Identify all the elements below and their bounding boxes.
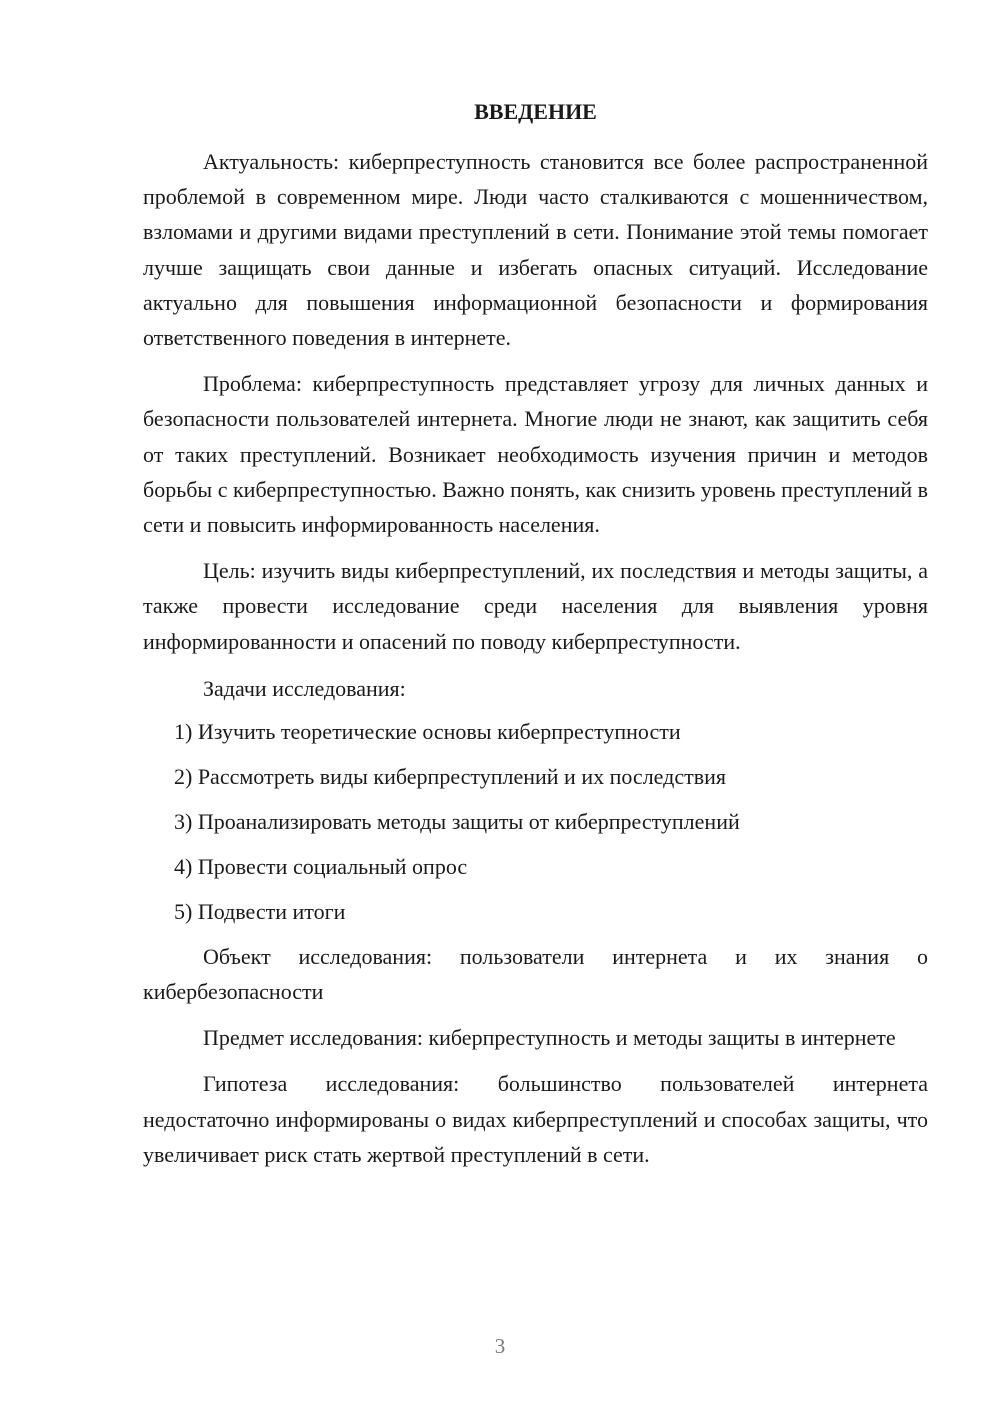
task-item: 1) Изучить теоретические основы киберпреступности: [174, 718, 681, 744]
hypothesis-paragraph: Гипотеза исследования: большинство пользователей интернета недостаточно информированы о видах киберпреступлений и способах защиты, что увеличивает риск стать жертвой преступлений в сети.: [143, 1071, 928, 1167]
goal-paragraph: Цель: изучить виды киберпреступлений, их последствия и методы защиты, а также провести исследование среди населения для выявления уровня информированности и опасений по поводу киберпреступности.: [143, 558, 928, 654]
task-item: 3) Проанализировать методы защиты от киберпреступлений: [174, 808, 740, 834]
task-item: 4) Провести социальный опрос: [174, 853, 468, 879]
relevance-paragraph: Актуальность: киберпреступность становится все более распространенной проблемой в современном мире. Люди часто сталкиваются с мошенничеством, взломами и другими видами преступлений в сети. Понимание этой темы помогает лучше защищать свои данные и избегать опасных ситуаций. Исследование актуально для повышения информационной безопасности и формирования ответственного поведения в интернете.: [143, 149, 928, 351]
document-page: [143, 92, 928, 1172]
task-item: 2) Рассмотреть виды киберпреступлений и их последствия: [174, 763, 726, 789]
task-item: 5) Подвести итоги: [174, 898, 346, 924]
problem-paragraph: Проблема: киберпреступность представляет угрозу для личных данных и безопасности пользователей интернета. Многие люди не знают, как защитить себя от таких преступлений. Возникает необходимость изучения причин и методов борьбы с киберпреступностью. Важно понять, как снизить уровень преступлений в сети и повысить информированность населения.: [143, 371, 928, 538]
page-number: 3: [494, 1334, 506, 1358]
research-subject-paragraph: Предмет исследования: киберпреступность и методы защиты в интернете: [203, 1025, 896, 1051]
section-title: ВВЕДЕНИЕ: [474, 99, 597, 124]
tasks-heading: Задачи исследования:: [203, 675, 406, 701]
research-object-paragraph: Объект исследования: пользователи интернета и их знания о кибербезопасности: [143, 943, 928, 1005]
task-list: [143, 714, 928, 929]
